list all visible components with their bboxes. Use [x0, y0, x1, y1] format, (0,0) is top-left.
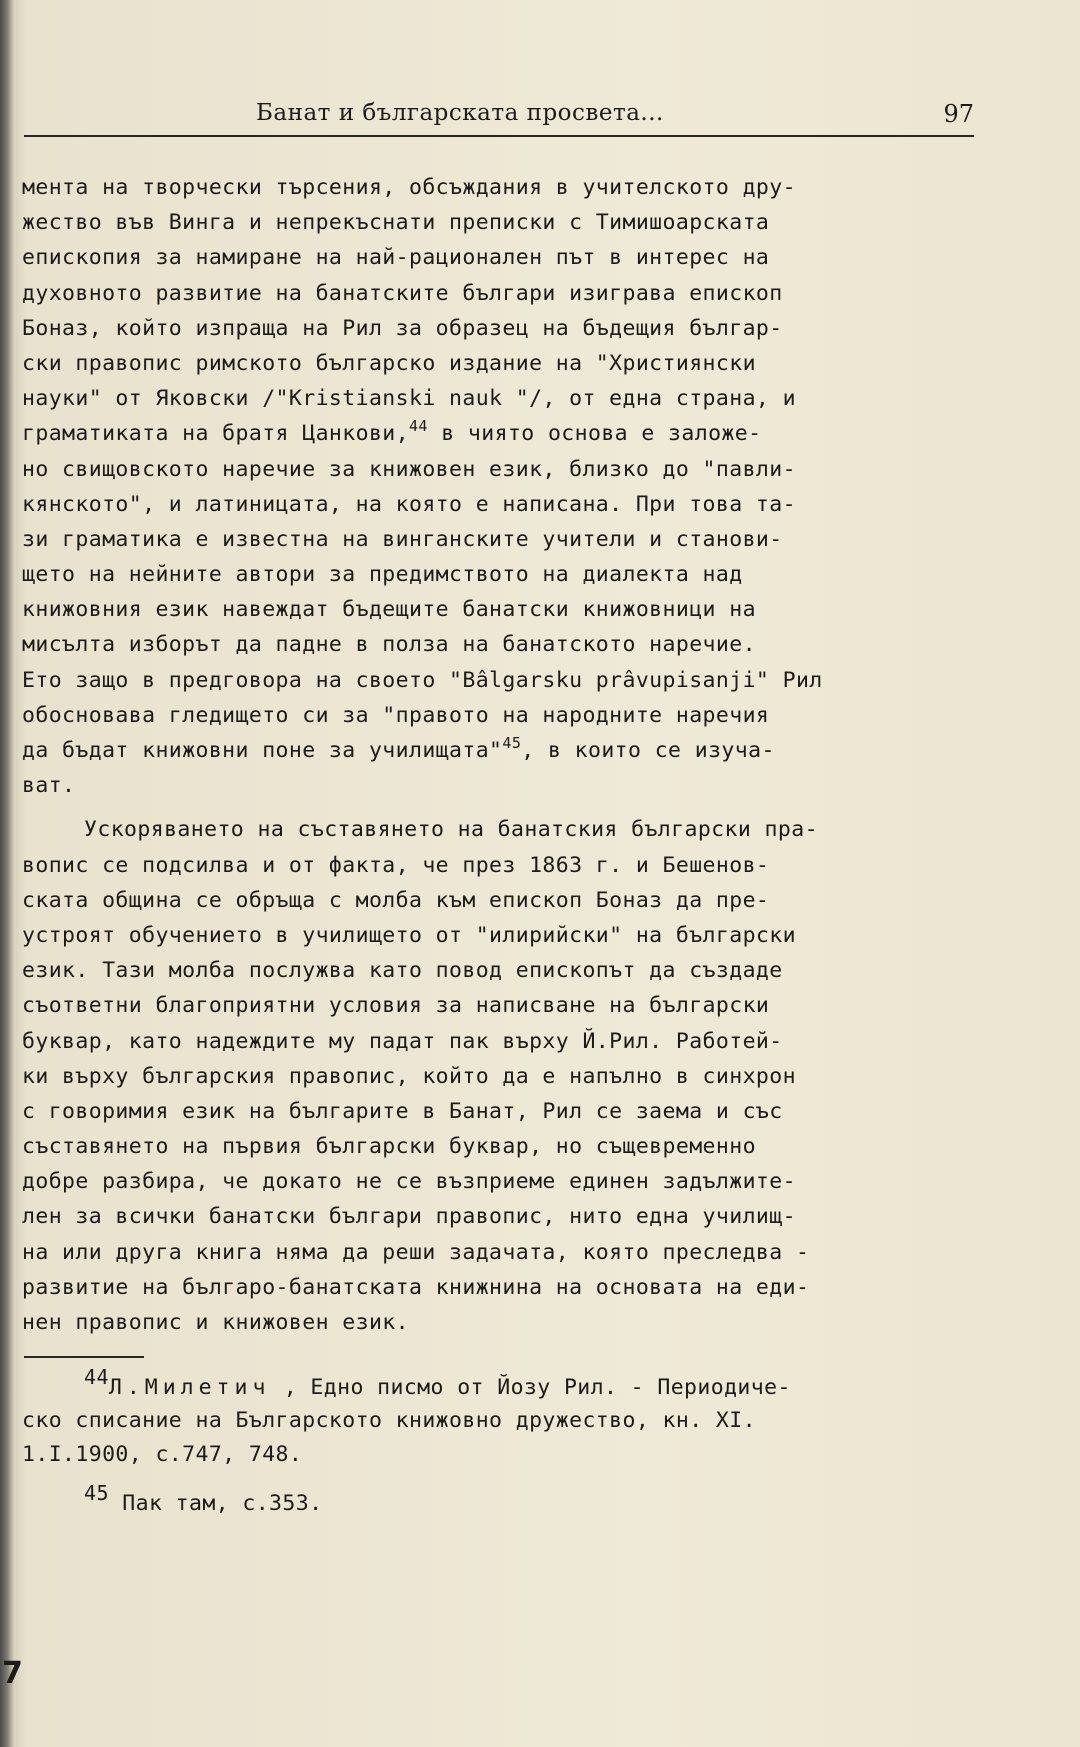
footnote-45	[22, 1481, 972, 1520]
text-line: лен за всички банатски българи правопис, нито една училищ-	[22, 1204, 796, 1230]
text-line: развитие на българо-банатската книжнина на основата на еди-	[22, 1274, 810, 1300]
text-line: съответни благоприятни условия за написване на български	[22, 993, 770, 1019]
corner-mark: 7	[2, 1656, 23, 1691]
text-line: ки върху българския правопис, който да е напълно в синхрон	[22, 1063, 796, 1089]
footnote-author: Л.Милетич	[108, 1375, 271, 1400]
text-line: добре разбира, че докато не се възприеме единен задължите-	[22, 1169, 796, 1195]
text-line: науки" от Яковски /"Kristianski nauk "/, от една страна, и	[22, 386, 796, 412]
text-line: вопис се подсилва и от факта, че през 1863 г. и Бешенов-	[22, 852, 770, 878]
text-line: ската община се обръща с молба към епископ Боназ да пре-	[22, 887, 770, 913]
text-line: книжовния език навеждат бъдещите банатски книжовници на	[22, 597, 756, 623]
text-line: но свищовското наречие за книжовен език, близко до "павли-	[22, 456, 796, 482]
header-rule	[24, 135, 974, 137]
footnote-44-cont: ско списание на Българското книжовно дружество, кн. XI.	[22, 1408, 756, 1433]
text-line: мисълта изборът да падне в полза на банатското наречие.	[22, 632, 756, 658]
paragraph-gap	[22, 803, 972, 812]
text-line: ски правопис римското българско издание на "Християнски	[22, 350, 756, 376]
text-line: с говоримия език на българите в Банат, Рил се заема и със	[22, 1098, 783, 1124]
running-header	[24, 100, 974, 140]
text-line: духовното развитие на банатските българи изиграва епископ	[22, 280, 783, 306]
text-fragment: да бъдат книжовни поне за училищата"	[22, 738, 503, 763]
page-number: 97	[943, 100, 974, 128]
footnote-text: , Едно писмо от Йозу Рил. - Периодиче-	[270, 1375, 791, 1400]
text-line: жество във Винга и непрекъснати преписки с Тимишоарската	[22, 210, 770, 236]
text-line: ват.	[22, 773, 76, 799]
text-line	[22, 733, 972, 768]
text-line: Ускоряването на съставянето на банатския български пра-	[84, 817, 818, 843]
text-line: зи граматика е известна на винганските учители и станови-	[22, 526, 783, 552]
running-title: Банат и българската просвета...	[256, 100, 664, 126]
footnote-ref-44[interactable]: 44	[408, 417, 428, 436]
text-line: буквар, като надеждите му падат пак върху Й.Рил. Работей-	[22, 1028, 783, 1054]
main-text	[22, 170, 972, 1340]
footnote-text: Пак там, с.353.	[122, 1491, 323, 1516]
text-line: нен правопис и книжовен език.	[22, 1310, 409, 1335]
paragraph-2	[22, 812, 972, 1340]
text-fragment: граматиката на братя Цанкови,	[22, 421, 409, 447]
footnote-number: 45	[84, 1481, 109, 1505]
text-line: щето на нейните автори за предимството на диалекта над	[22, 562, 743, 588]
text-line: език. Тази молба послужва като повод епископът да създаде	[22, 958, 783, 984]
text-line: съставянето на първия български буквар, но същевременно	[22, 1134, 756, 1160]
text-line: кянското", и латиницата, на която е написана. При това та-	[22, 491, 796, 517]
text-fragment: , в които се изуча-	[521, 738, 775, 763]
text-line: на или друга книга няма да реши задачата, която преследва -	[22, 1239, 810, 1265]
text-line: епископия за намиране на най-рационален път в интерес на	[22, 245, 770, 271]
text-line: Боназ, който изпраща на Рил за образец на бъдещия българ-	[22, 315, 783, 341]
text-line: обосновава гледището си за "правото на народните наречия	[22, 702, 770, 728]
footnote-ref-45[interactable]: 45	[502, 734, 522, 752]
text-line: устроят обучението в училището от "илирийски" на български	[22, 922, 796, 948]
paragraph-1	[22, 170, 972, 803]
footnote-44	[22, 1365, 972, 1404]
footnote-number: 44	[84, 1365, 109, 1389]
text-fragment: в чиято основа е заложе-	[427, 421, 762, 447]
text-line	[22, 416, 972, 451]
text-line: мента на творчески търсения, обсъждания в учителското дру-	[22, 175, 796, 200]
text-line: Ето защо в предговора на своето "Bâlgarsku prâvupisanji" Рил	[22, 667, 823, 693]
footnote-44-cont: 1.I.1900, с.747, 748.	[22, 1442, 303, 1467]
footnotes	[22, 1356, 972, 1520]
